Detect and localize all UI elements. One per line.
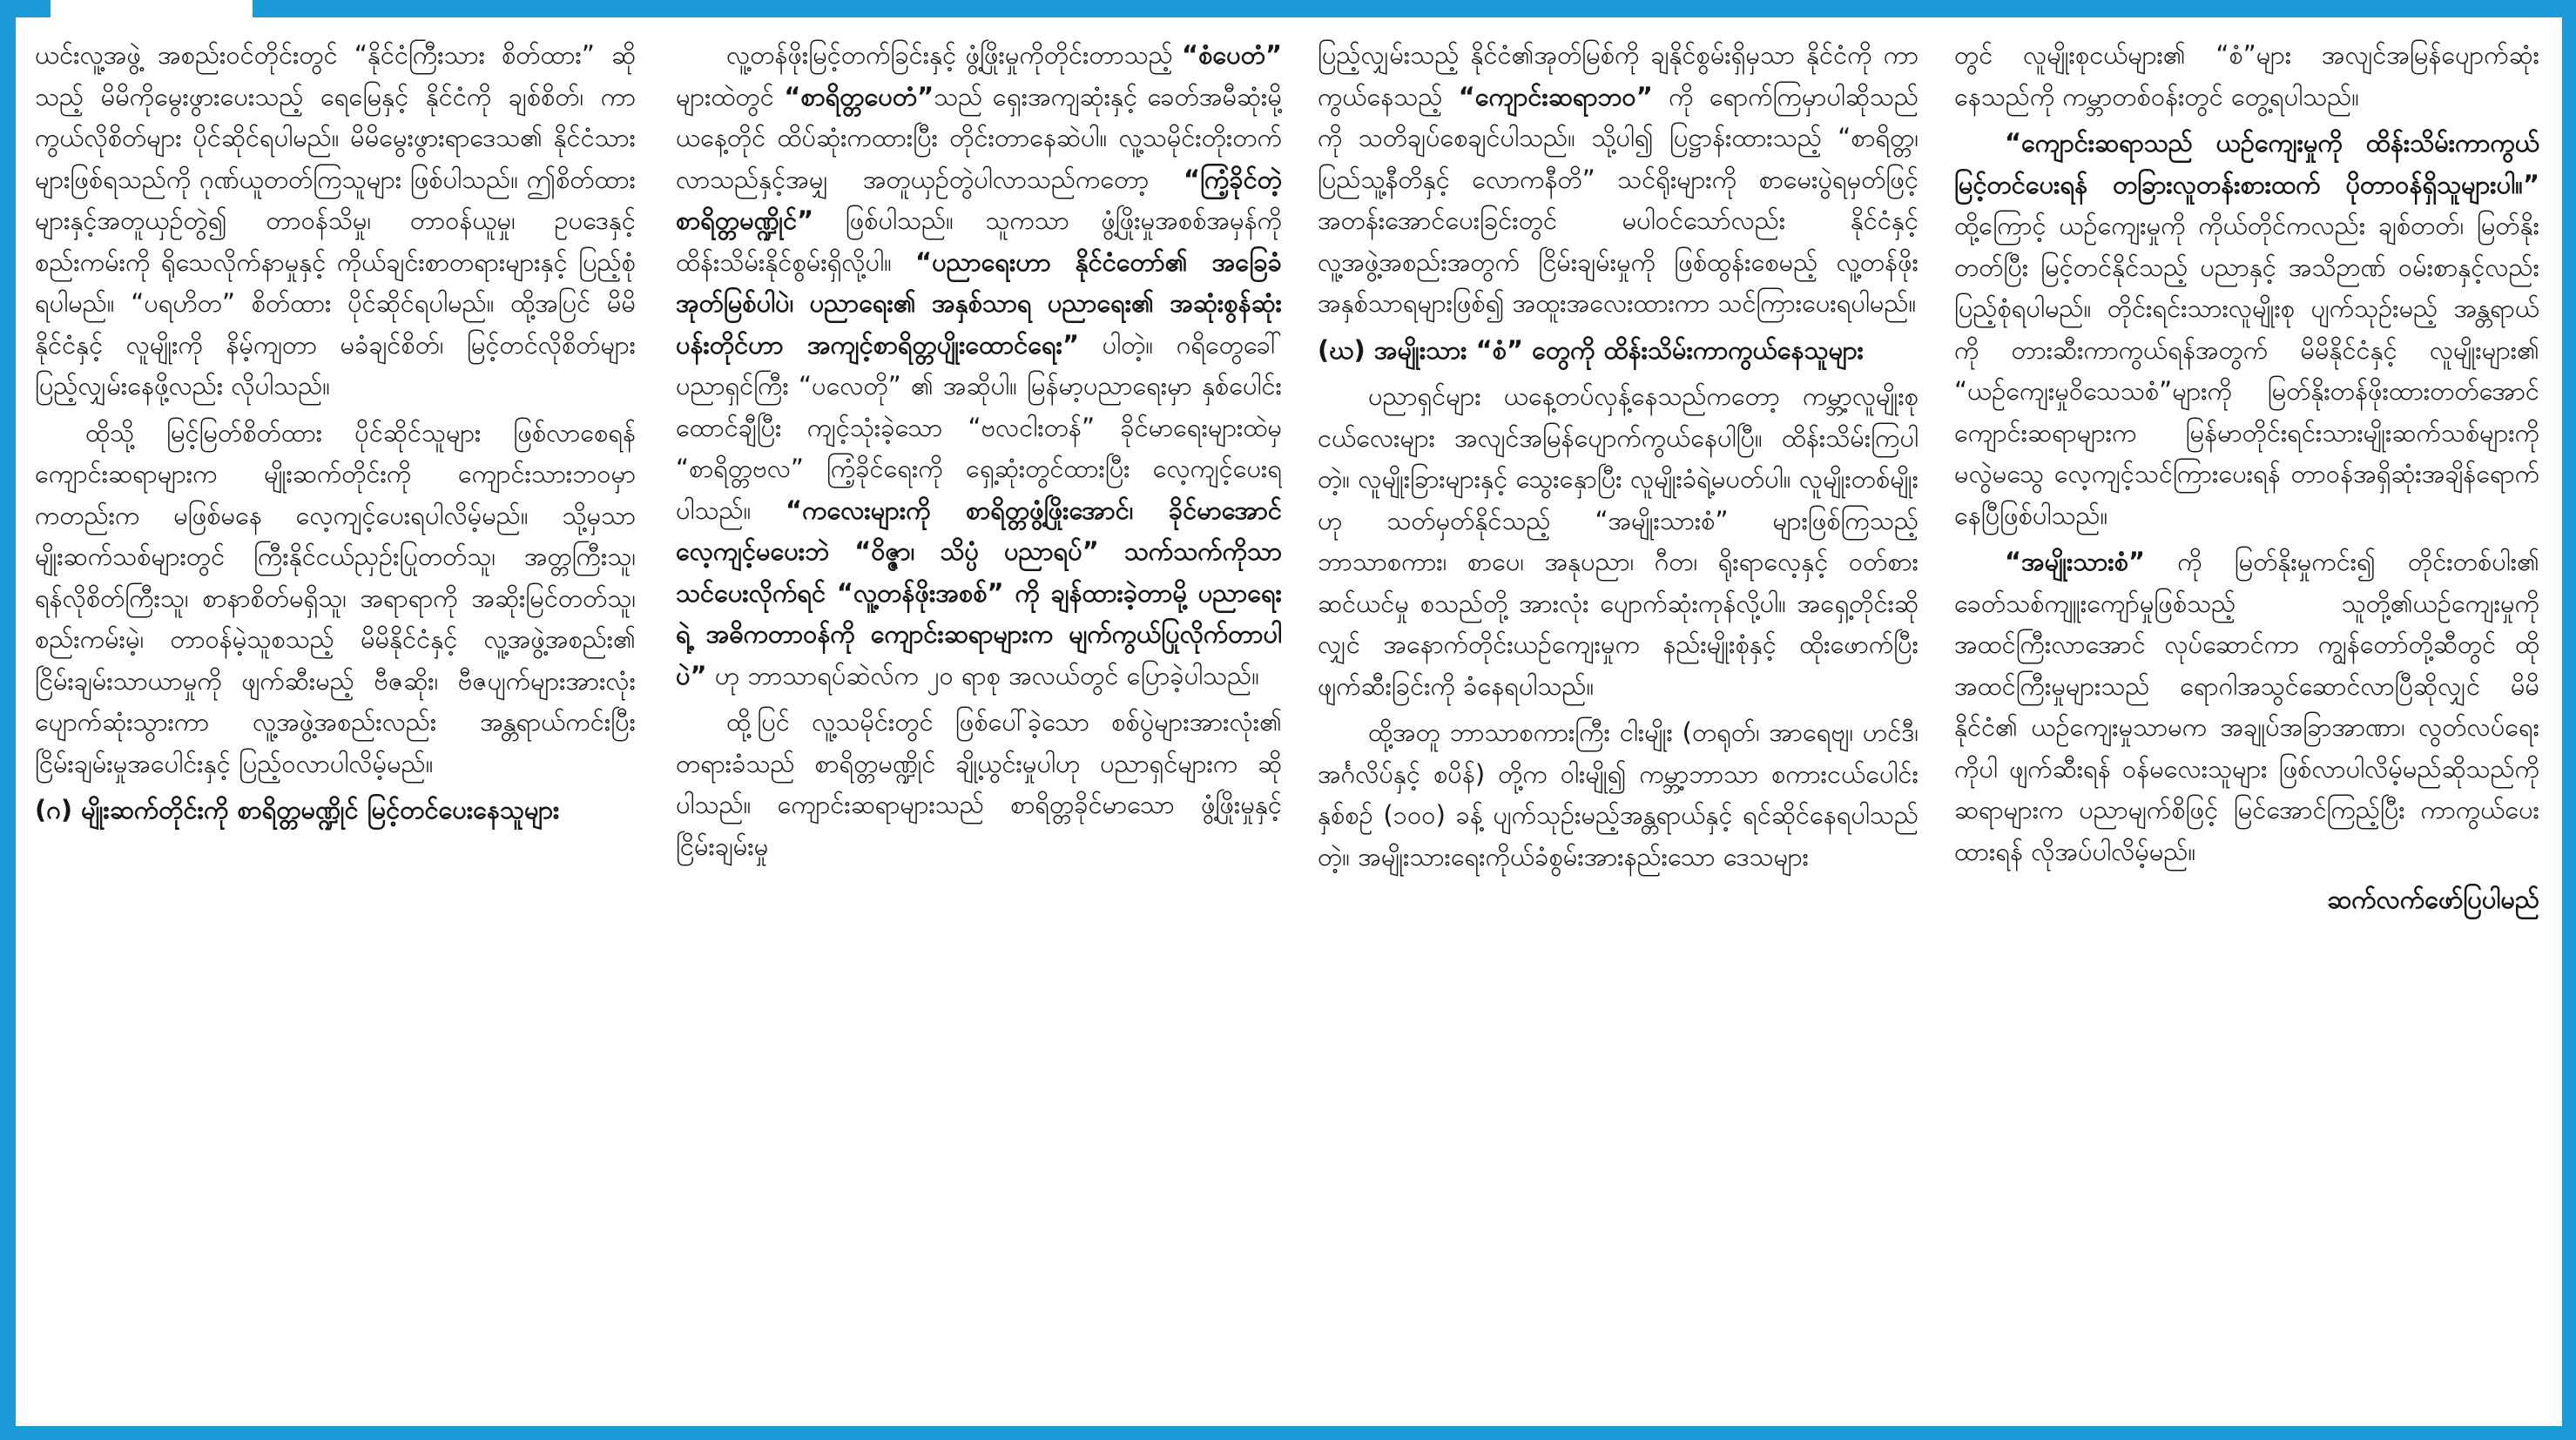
paragraph: ထို့အတူ ဘာသာစကားကြီး ငါးမျိုး (တရုတ်၊ အာရေဗျ၊ ဟင်ဒီ၊ အင်္ဂလိပ်နှင့် စပိန်) တို့က ဝါးမျို၍ ကမ္ဘာ့ဘာသာ စကားငယ်ပေါင်း နှစ်စဉ် (၁၀၀) ခန့် ပျက်သုဉ်းမည့်အန္တရာယ်နှင့် ရင်ဆိုင်နေရပါသည်တဲ့။ အမျိုးသားရေးကိုယ်ခံစွမ်းအားနည်းသော ဒေသများ [1318,717,1919,871]
to-be-continued-label: ဆက်လက်ဖော်ပြပါမည် [2327,885,2539,914]
article-column-2 [676,35,1282,1426]
section-heading: (ဂ) မျိုးဆက်တိုင်းကို စာရိတ္တမဏ္ဍိုင် မြင့်တင်ပေးနေသူများ [35,795,560,824]
paragraph: ပြည့်လျှမ်းသည့် နိုင်ငံ၏အုတ်မြစ်ကို ချနိုင်စွမ်းရှိမှသာ နိုင်ငံကို ကာကွယ်နေသည့် “ကျောင်းဆရာဘဝ” ကို ရောက်ကြမှာပါဆိုသည်ကို သတိချပ်စေချင်ပါသည်။ သို့ပါ၍ ပြဋ္ဌာန်းထားသည့် “စာရိတ္တ၊ ပြည်သူ့နီတိနှင့် လောကနီတိ” သင်ရိုးများကို စာမေးပွဲရမှတ်ဖြင့် အတန်းအောင်ပေးခြင်းတွင် မပါဝင်သော်လည်း နိုင်ငံနှင့် လူ့အဖွဲ့အစည်းအတွက် ငြိမ်းချမ်းမှုကို ဖြစ်ထွန်းစေမည့် လူ့တန်ဖိုးအနှစ်သာရများဖြစ်၍ အထူးအလေးထားကာ သင်ကြားပေးရပါမည်။ [1318,40,1919,318]
article-column-4 [1954,35,2539,1426]
paragraph: တွင် လူမျိုးစုငယ်များ၏ “စံ”များ အလျင်အမြန်ပျောက်ဆုံးနေသည်ကို ကမ္ဘာတစ်ဝန်းတွင် တွေ့ရပါသည်။ [1954,40,2539,111]
paragraph: ထို့ပြင် လူ့သမိုင်းတွင် ဖြစ်ပေါ်ခဲ့သော စစ်ပွဲများအားလုံး၏ တရားခံသည် စာရိတ္တမဏ္ဍိုင် ချို့ယွင်းမှုပါဟု ပညာရှင်များက ဆိုပါသည်။ ကျောင်းဆရာများသည် စာရိတ္တခိုင်မာသော ဖွံ့ဖြိုးမှုနှင့် ငြိမ်းချမ်းမှု [676,707,1282,861]
blue-frame-top [253,0,2576,17]
section-heading: (ဃ) အမျိုးသား “စံ” တွေကို ထိန်းသိမ်းကာကွယ်နေသူများ [1318,334,1865,365]
blue-frame-bottom [0,1426,2576,1440]
blue-frame-left [0,0,16,1440]
paragraph: “ကျောင်းဆရာသည် ယဉ်ကျေးမှုကို ထိန်းသိမ်းကာကွယ်မြင့်တင်ပေးရန် တခြားလူတန်းစားထက် ပိုတာဝန်ရှိသူများပါ။” ထို့ကြောင့် ယဉ်ကျေးမှုကို ကိုယ်တိုင်ကလည်း ချစ်တတ်၊ မြတ်နိုးတတ်ပြီး မြင့်တင်နိုင်သည့် ပညာနှင့် အသိဉာဏ် ဝမ်းစာနှင့်လည်း ပြည့်စုံရပါမည်။ တိုင်းရင်းသားလူမျိုးစု ပျက်သုဉ်းမည့် အန္တရာယ်ကို တားဆီးကာကွယ်ရန်အတွက် မိမိနိုင်ငံနှင့် လူမျိုးများ၏ “ယဉ်ကျေးမှုဝိသေသစံ”များကို မြတ်နိုးတန်ဖိုးထားတတ်အောင် ကျောင်းဆရာများက မြန်မာတိုင်းရင်းသားမျိုးဆက်သစ်များကို မလွဲမသွေ လေ့ကျင့်သင်ကြားပေးရန် တာဝန်အရှိဆုံးအချိန်ရောက်နေပြီဖြစ်ပါသည်။ [1954,128,2539,530]
paragraph: “အမျိုးသားစံ” ကို မြတ်နိုးမှုကင်း၍ တိုင်းတစ်ပါး၏ ခေတ်သစ်ကျူးကျော်မှုဖြစ်သည့် သူတို့၏ယဉ်ကျေးမှုကို အထင်ကြီးလာအောင် လုပ်ဆောင်ကာ ကျွန်တော်တို့ဆီတွင် ထိုအထင်ကြီးမှုများသည် ရောဂါအသွင်ဆောင်လာပြီဆိုလျှင် မိမိနိုင်ငံ၏ ယဉ်ကျေးမှုသာမက အချုပ်အခြာအာဏာ၊ လွတ်လပ်ရေးကိုပါ ဖျက်ဆီးရန် ဝန်မလေးသူများ ဖြစ်လာပါလိမ့်မည်ဆိုသည်ကို ဆရာများက ပညာမျက်စိဖြင့် မြင်အောင်ကြည့်ပြီး ကာကွယ်ပေးထားရန် လိုအပ်ပါလိမ့်မည်။ [1954,547,2539,866]
paragraph: ပညာရှင်များ ယနေ့တပ်လှန့်နေသည်ကတော့ ကမ္ဘာ့လူမျိုးစုငယ်လေးများ အလျင်အမြန်ပျောက်ကွယ်နေပါပြီ။ ထိန်းသိမ်းကြပါတဲ့။ လူမျိုးခြားများနှင့် သွေးနှောပြီး လူမျိုးခံရဲ့မပတ်ပါ။ လူမျိုးတစ်မျိုးဟု သတ်မှတ်နိုင်သည့် “အမျိုးသားစံ” များဖြစ်ကြသည့် ဘာသာစကား၊ စာပေ၊ အနုပညာ၊ ဂီတ၊ ရိုးရာလေ့နှင့် ဝတ်စားဆင်ယင်မှု စသည်တို့ အားလုံး ပျောက်ဆုံးကုန်လို့ပါ။ အရှေ့တိုင်းဆိုလျှင် အနောက်တိုင်းယဉ်ကျေးမှုက နည်းမျိုးစုံနှင့် ထိုးဖောက်ပြီး ဖျက်ဆီးခြင်းကို ခံနေရပါသည်။ [1318,381,1919,701]
blue-frame-top-left [0,0,51,17]
article-column-1 [35,35,636,1426]
paragraph: လူ့တန်ဖိုးမြင့်တက်ခြင်းနှင့် ဖွံ့ဖြိုးမှုကိုတိုင်းတာသည့် “စံပေတံ” များထဲတွင် “စာရိတ္တပေတံ”သည် ရှေးအကျဆုံးနှင့် ခေတ်အမီဆုံးမို့ ယနေ့တိုင် ထိပ်ဆုံးကထားပြီး တိုင်းတာနေဆဲပါ။ လူ့သမိုင်းတိုးတက်လာသည်နှင့်အမျှ အတူယှဉ်တွဲပါလာသည်ကတော့ “ကြံ့ခိုင်တဲ့စာရိတ္တမဏ္ဍိုင်” ဖြစ်ပါသည်။ သူကသာ ဖွံ့ဖြိုးမှုအစစ်အမှန်ကို ထိန်းသိမ်းနိုင်စွမ်းရှိလို့ပါ။ “ပညာရေးဟာ နိုင်ငံတော်၏ အခြေခံအုတ်မြစ်ပါပဲ၊ ပညာရေး၏ အနှစ်သာရ ပညာရေး၏ အဆုံးစွန်ဆုံးပန်းတိုင်ဟာ အကျင့်စာရိတ္တပျိုးထောင်ရေး” ပါတဲ့။ ဂရိတွေခေါ် ပညာရှင်ကြီး “ပလေတို” ၏ အဆိုပါ။ မြန်မာ့ပညာရေးမှာ နှစ်ပေါင်းထောင်ချီပြီး ကျင့်သုံးခဲ့သော “ဗလငါးတန်” ခိုင်မာရေးများထဲမှ “စာရိတ္တဗလ” ကြံ့ခိုင်ရေးကို ရှေ့ဆုံးတွင်ထားပြီး လေ့ကျင့်ပေးရပါသည်။ “ကလေးများကို စာရိတ္တဖွံ့ဖြိုးအောင်၊ ခိုင်မာအောင်လေ့ကျင့်မပေးဘဲ “ဝိဇ္ဇာ၊ သိပ္ပံ ပညာရပ်” သက်သက်ကိုသာ သင်ပေးလိုက်ရင် “လူ့တန်ဖိုးအစစ်” ကို ချန်ထားခဲ့တာမို့ ပညာရေးရဲ့ အဓိကတာဝန်ကို ကျောင်းဆရာများက မျက်ကွယ်ပြုလိုက်တာပါပဲ” ဟု ဘာသာရပ်ဆဲလ်က ၂၀ ရာစု အလယ်တွင် ပြောခဲ့ပါသည်။ [676,40,1282,690]
blue-frame-right [2562,0,2576,1440]
article-column-3 [1318,35,1919,1426]
paragraph: ထိုသို့ မြင့်မြတ်စိတ်ထား ပိုင်ဆိုင်သူများ ဖြစ်လာစေရန် ကျောင်းဆရာများက မျိုးဆက်တိုင်းကို ကျောင်းသားဘဝမှာကတည်းက မဖြစ်မနေ လေ့ကျင့်ပေးရပါလိမ့်မည်။ သို့မှသာ မျိုးဆက်သစ်များတွင် ကြီးနိုင်ငယ်ညှဉ်းပြုတတ်သူ၊ အတ္တကြီးသူ၊ ရန်လိုစိတ်ကြီးသူ၊ စာနာစိတ်မရှိသူ၊ အရာရာကို အဆိုးမြင်တတ်သူ၊ စည်းကမ်းမဲ့၊ တာဝန်မဲ့သူစသည့် မိမိနိုင်ငံနှင့် လူ့အဖွဲ့အစည်း၏ ငြိမ်းချမ်းသာယာမှုကို ဖျက်ဆီးမည့် ဗီဇဆိုး၊ ဗီဇပျက်များအားလုံး ပျောက်ဆုံးသွားကာ လူ့အဖွဲ့အစည်းလည်း အန္တရာယ်ကင်းပြီး ငြိမ်းချမ်းမှုအပေါင်းနှင့် ပြည့်ဝလာပါလိမ့်မည်။ [35,417,636,778]
paragraph: ယင်းလူ့အဖွဲ့ အစည်းဝင်တိုင်းတွင် “နိုင်ငံကြီးသား စိတ်ထား” ဆိုသည့် မိမိကိုမွေးဖွားပေးသည့် ရေမြေနှင့် နိုင်ငံကို ချစ်စိတ်၊ ကာကွယ်လိုစိတ်များ ပိုင်ဆိုင်ရပါမည်။ မိမိမွေးဖွားရာဒေသ၏ နိုင်ငံသားများဖြစ်ရသည်ကို ဂုဏ်ယူတတ်ကြသူများ ဖြစ်ပါသည်။ ဤစိတ်ထားများနှင့်အတူယှဉ်တွဲ၍ တာဝန်သိမှု၊ တာဝန်ယူမှု၊ ဥပဒေနှင့် စည်းကမ်းကို ရိုသေလိုက်နာမှုနှင့် ကိုယ်ချင်းစာတရားများနှင့် ပြည့်စုံရပါမည်။ “ပရဟိတ” စိတ်ထား ပိုင်ဆိုင်ရပါမည်။ ထို့အပြင် မိမိနိုင်ငံနှင့် လူမျိုးကို နိမ့်ကျတာ မခံချင်စိတ်၊ မြင့်တင်လိုစိတ်များ ပြည့်လျှမ်းနေဖို့လည်း လိုပါသည်။ [35,40,636,400]
